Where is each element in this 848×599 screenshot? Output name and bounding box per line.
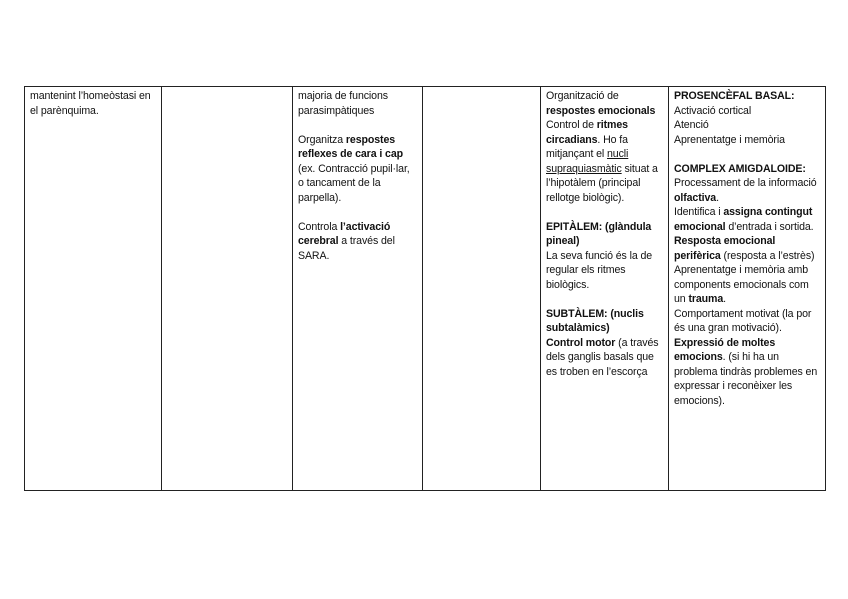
list-item: Comportament motivat (la por és una gran motivació). [674,307,812,334]
cell-col2-empty [162,87,293,491]
list-item: Identifica i assigna contingut emocional d’entrada i sortida. [674,206,814,233]
section-heading: SUBTÀLEM: (nuclis subtalàmics) [546,307,644,334]
cell-text: La seva funció és la de regular els ritmes biològics. [546,249,653,291]
section-heading: COMPLEX AMIGDALOIDE: [674,162,806,175]
cell-text: Control de ritmes circadians. Ho fa mitjançant el nucli supraquiasmàtic situat a l’hipotàlem (principal rellotge biològic). [546,119,658,204]
cell-col5 [541,87,669,491]
list-item: Processament de la informació olfactiva. [674,177,817,204]
list-item: Activació cortical [674,104,752,117]
cell-col4-empty [423,87,541,491]
cell-col3 [293,87,423,491]
content-table [24,86,826,491]
section-heading: EPITÀLEM: (glàndula pineal) [546,220,652,247]
list-item: Atenció [674,119,709,131]
cell-text: Organitza respostes reflexes de cara i cap (ex. Contracció pupil·lar, o tancament de la parpella). [298,133,410,204]
cell-col1 [25,87,162,491]
cell-text: Control motor (a través dels ganglis basals que es troben en l’escorça [546,336,659,378]
cell-col6 [669,87,826,491]
list-item: Aprenentatge i memòria amb components emocionals com un trauma. [674,264,809,305]
cell-text: Organització de respostes emocionals [546,90,656,117]
cell-text: mantenint l’homeòstasi en el parènquima. [30,90,151,117]
cell-text: Controla l’activació cerebral a través del SARA. [298,220,395,262]
list-item: Expressió de moltes emocions. (si hi ha un problema tindràs problemes en expressar i reconèixer les emocions). [674,336,818,407]
cell-text: majoria de funcions parasimpàtiques [298,90,388,117]
table-row [25,87,826,491]
list-item: Resposta emocional perifèrica (resposta a l’estrès) [674,235,815,262]
section-heading: PROSENCÈFAL BASAL: [674,90,795,102]
list-item: Aprenentatge i memòria [674,133,785,146]
